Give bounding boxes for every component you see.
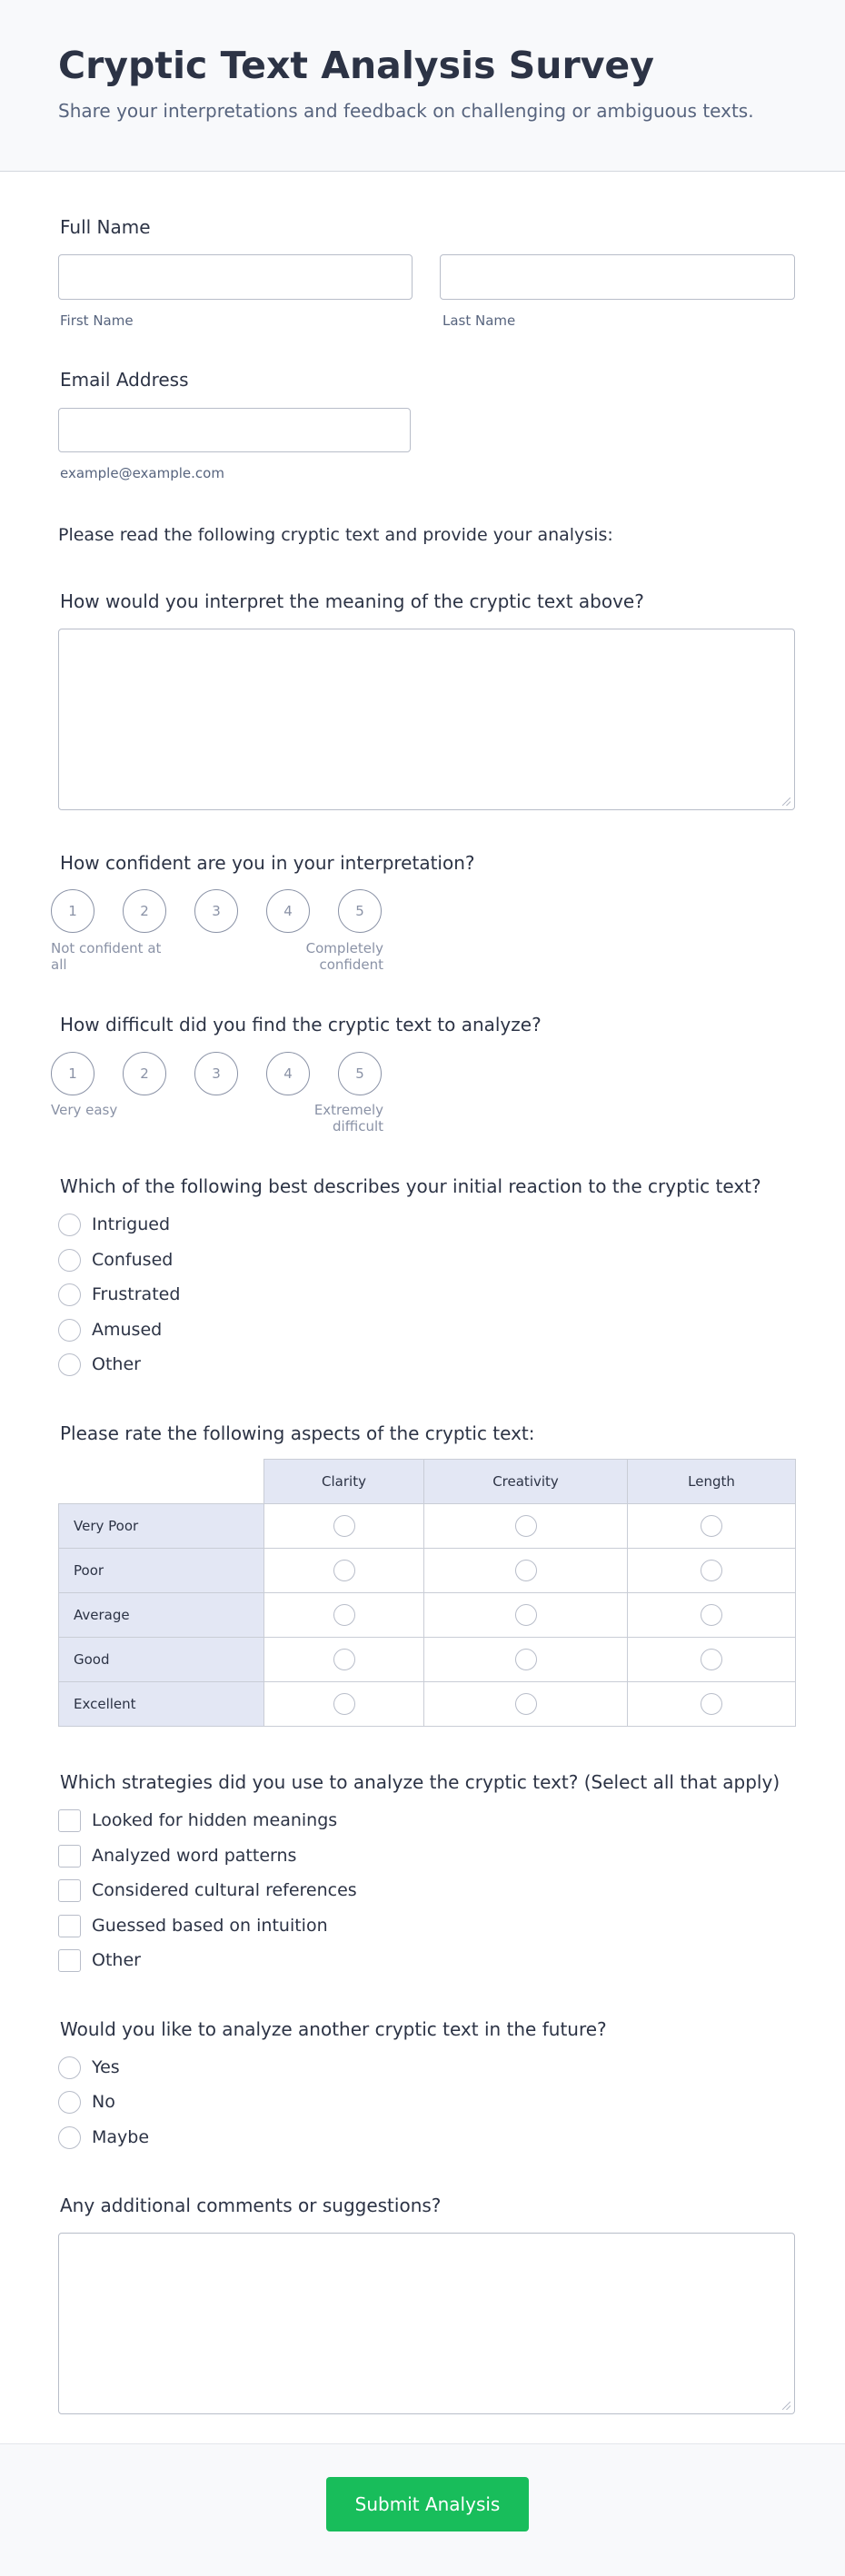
reaction-radio-other[interactable]	[58, 1353, 81, 1376]
difficulty-option-5[interactable]: 5	[338, 1052, 382, 1095]
matrix-radio[interactable]	[701, 1560, 722, 1581]
matrix-radio[interactable]	[515, 1515, 537, 1537]
matrix-row-header: Poor	[59, 1549, 264, 1593]
strategy-option-label: Other	[92, 1950, 141, 1970]
matrix-row-header: Very Poor	[59, 1504, 264, 1549]
future-radio-maybe[interactable]	[58, 2126, 81, 2149]
difficulty-option-1[interactable]: 1	[51, 1052, 94, 1095]
reaction-radio-intrigued[interactable]	[58, 1214, 81, 1236]
matrix-radio[interactable]	[701, 1604, 722, 1626]
difficulty-option-2[interactable]: 2	[123, 1052, 166, 1095]
interpretation-label: How would you interpret the meaning of the cryptic text above?	[60, 590, 644, 612]
reaction-radio-frustrated[interactable]	[58, 1283, 81, 1306]
matrix-row	[59, 1638, 796, 1682]
matrix-radio[interactable]	[333, 1604, 355, 1626]
matrix-row	[59, 1593, 796, 1638]
matrix-radio[interactable]	[515, 1649, 537, 1670]
reaction-radio-confused[interactable]	[58, 1249, 81, 1272]
matrix-radio[interactable]	[701, 1515, 722, 1537]
reaction-option-label: Frustrated	[92, 1284, 181, 1304]
matrix-radio[interactable]	[701, 1693, 722, 1715]
matrix-radio[interactable]	[333, 1515, 355, 1537]
matrix-column-header: Creativity	[424, 1460, 628, 1504]
matrix-radio[interactable]	[515, 1604, 537, 1626]
future-radio-no[interactable]	[58, 2091, 81, 2114]
comments-label: Any additional comments or suggestions?	[60, 2195, 442, 2216]
matrix-column-header: Clarity	[264, 1460, 424, 1504]
reaction-option-label: Amused	[92, 1320, 163, 1340]
matrix-corner	[59, 1460, 264, 1504]
future-option-label: Yes	[92, 2057, 120, 2077]
reaction-option-label: Confused	[92, 1250, 174, 1270]
page-title: Cryptic Text Analysis Survey	[58, 44, 654, 87]
rating-label: Please rate the following aspects of the cryptic text:	[60, 1422, 535, 1444]
last-name-input[interactable]	[440, 254, 795, 300]
strategies-label: Which strategies did you use to analyze the cryptic text? (Select all that apply)	[60, 1771, 780, 1793]
strategy-option-label: Looked for hidden meanings	[92, 1810, 338, 1830]
strategy-option-label: Considered cultural references	[92, 1880, 357, 1900]
confidence-option-1[interactable]: 1	[51, 889, 94, 933]
difficulty-option-4[interactable]: 4	[266, 1052, 310, 1095]
confidence-min-caption: Not confident at all	[51, 940, 162, 973]
strategy-checkbox-hidden-meanings[interactable]	[58, 1809, 81, 1832]
reaction-radio-amused[interactable]	[58, 1319, 81, 1342]
strategy-option-label: Guessed based on intuition	[92, 1916, 328, 1936]
matrix-row	[59, 1504, 796, 1549]
last-name-sublabel: Last Name	[442, 312, 516, 329]
matrix-radio[interactable]	[333, 1693, 355, 1715]
resize-grip-icon[interactable]	[782, 2402, 790, 2410]
difficulty-label: How difficult did you find the cryptic text to analyze?	[60, 1014, 542, 1035]
reaction-label: Which of the following best describes your initial reaction to the cryptic text?	[60, 1175, 761, 1197]
matrix-radio[interactable]	[333, 1649, 355, 1670]
first-name-sublabel: First Name	[60, 312, 134, 329]
email-label: Email Address	[60, 369, 189, 391]
strategy-checkbox-other[interactable]	[58, 1949, 81, 1972]
comments-textarea[interactable]	[58, 2233, 795, 2414]
resize-grip-icon[interactable]	[782, 798, 790, 806]
rating-matrix	[58, 1459, 796, 1727]
matrix-radio[interactable]	[515, 1693, 537, 1715]
matrix-radio[interactable]	[515, 1560, 537, 1581]
future-option-label: No	[92, 2092, 115, 2112]
strategy-checkbox-intuition[interactable]	[58, 1915, 81, 1937]
page-subtitle: Share your interpretations and feedback on challenging or ambiguous texts.	[58, 100, 754, 122]
confidence-label: How confident are you in your interpretation?	[60, 852, 475, 874]
form-header	[0, 0, 845, 172]
confidence-option-2[interactable]: 2	[123, 889, 166, 933]
strategy-checkbox-word-patterns[interactable]	[58, 1845, 81, 1868]
confidence-option-4[interactable]: 4	[266, 889, 310, 933]
matrix-row	[59, 1682, 796, 1727]
confidence-option-3[interactable]: 3	[194, 889, 238, 933]
future-label: Would you like to analyze another cryptic text in the future?	[60, 2018, 607, 2040]
difficulty-option-3[interactable]: 3	[194, 1052, 238, 1095]
confidence-max-caption: Completely confident	[305, 940, 383, 973]
matrix-radio[interactable]	[701, 1649, 722, 1670]
strategy-checkbox-cultural-references[interactable]	[58, 1879, 81, 1902]
matrix-row-header: Average	[59, 1593, 264, 1638]
confidence-option-5[interactable]: 5	[338, 889, 382, 933]
difficulty-min-caption: Very easy	[51, 1102, 118, 1118]
matrix-row-header: Excellent	[59, 1682, 264, 1727]
matrix-radio[interactable]	[333, 1560, 355, 1581]
matrix-column-header: Length	[628, 1460, 796, 1504]
matrix-header-row	[59, 1460, 796, 1504]
reaction-option-label: Other	[92, 1354, 141, 1374]
instruction-text: Please read the following cryptic text and provide your analysis:	[58, 525, 613, 545]
future-radio-yes[interactable]	[58, 2056, 81, 2079]
matrix-row-header: Good	[59, 1638, 264, 1682]
strategy-option-label: Analyzed word patterns	[92, 1846, 297, 1866]
submit-button[interactable]: Submit Analysis	[326, 2477, 529, 2531]
interpretation-textarea[interactable]	[58, 629, 795, 810]
full-name-label: Full Name	[60, 216, 151, 238]
difficulty-max-caption: Extremely difficult	[313, 1102, 383, 1134]
first-name-input[interactable]	[58, 254, 413, 300]
reaction-option-label: Intrigued	[92, 1214, 171, 1234]
matrix-row	[59, 1549, 796, 1593]
future-option-label: Maybe	[92, 2127, 150, 2147]
email-sublabel: example@example.com	[60, 465, 224, 481]
email-input[interactable]	[58, 408, 411, 452]
